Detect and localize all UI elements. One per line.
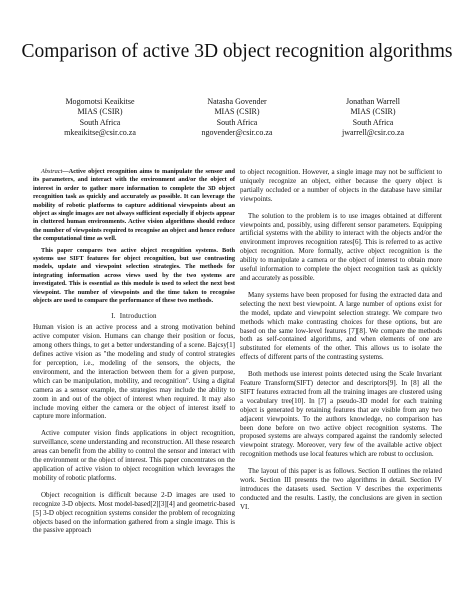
author-org: MIAS (CSIR)	[350, 107, 396, 117]
author-block-3	[313, 97, 433, 139]
abstract-paragraph-1	[33, 168, 235, 244]
body-paragraph: to object recognition. However, a single image may not be sufficient to uniquely recognize an object, either because the query object is partially occluded or a number of objects in the database have similar viewpoints.	[240, 168, 442, 203]
author-country: South Africa	[216, 117, 258, 127]
body-paragraph: Object recognition is difficult because 2-D images are used to recognize 3-D objects. Most model-based[2][3][4] and geometric-based [5] 3-D object recognition systems consider the problem of recognizing objects based on the information gathered from a single image. This is the passive approach	[33, 490, 235, 535]
body-paragraph: Active computer vision finds applications in object recognition, surveillance, scene understanding and reconstruction. All these research areas can benefit from the ability to control the sensor and interact with the environment or the object of interest. This paper concentrates on the application of active vision to object recognition which leverages the mobility of robotic platforms.	[33, 429, 235, 482]
body-paragraph: Human vision is an active process and a strong motivation behind active computer vision. Humans can change their position or focus, among others things, to get a better understanding of a scene. Bajcsy[1] defines active vision as "the modeling and study of control strategies for perception, i.e., modeling of the sensors, the objects, the environment, and the interaction between them for a given purpose, which can be manipulation, mobility, and recognition". Using a digital camera as a sensor example, the strategies may include the ability to zoom in and out of the object of interest when required. It may also include moving either the camera or the object of interest itself to capture more information.	[33, 323, 235, 421]
author-name: Mogomotsi Keaikitse	[65, 97, 135, 106]
section-number: I.	[111, 311, 116, 320]
abstract-paragraph-2: This paper compares two active object recognition systems. Both systems use SIFT features for object recognition, but use contrasting models, update and viewpoint selection strategies. The methods for integrating information across views used by the two systems are investigated. This is essential as this module is used to select the next best viewpoint. The number of viewpoints and the time taken to recognise objects are used to compare the performance of these two methods.	[33, 246, 235, 305]
author-block-2	[177, 97, 297, 139]
author-email: jwarrell@csir.co.za	[341, 128, 404, 138]
right-column	[240, 168, 442, 520]
author-org: MIAS (CSIR)	[214, 107, 260, 117]
body-paragraph: Both methods use interest points detected using the Scale Invariant Feature Transform(SIFT) detector and descriptors[9]. In [8] all the SIFT features extracted from all the training images are clustered using a vocabulary tree[10]. In [7] a pseudo-3D model for each training object is generated by retaining features that are visible from any two adjacent viewpoints. To the authors knowledge, no comparison has been done before on two active object recognition systems. The proposed systems are always compared against the randomly selected viewpoint strategy. Moreover, very few of the available active object recognition methods use local features which are robust to occlusion.	[240, 370, 442, 459]
author-country: South Africa	[79, 117, 121, 127]
author-block-1	[40, 97, 160, 139]
section-title: Introduction	[119, 311, 157, 320]
abstract-text-1: —Active object recognition aims to manipulate the sensor and its parameters, and interact with the environment and/or the object of interest in order to gather more information to complete the 3D object recognition task as quickly and accurately as possible. It can leverage the mobility of robotic platforms to capture additional viewpoints about an object as single images are not always sufficient especially if objects appear in cluttered human environments. Active vision algorithms should reduce the number of viewpoints required to recognise an object and hence reduce the computational time as well.	[33, 168, 235, 243]
body-paragraph: The solution to the problem is to use images obtained at different viewpoints and, possibly, using different sensor parameters. Equipping artificial systems with the ability to interact with the objects and/or the environment improves recognition rates[6]. This is referred to as active object recognition. More formally, active object recognition is the ability to manipulate a camera or the object of interest to obtain more useful information to complete the object recognition task as quickly and accurately as possible.	[240, 211, 442, 282]
body-paragraph: The layout of this paper is as follows. Section II outlines the related work. Section III presents the two algorithms in detail. Section IV introduces the datasets used. Section V describes the experiments conducted and the results. Lastly, the conclusions are given in section VI.	[240, 467, 442, 511]
author-name: Jonathan Warrell	[345, 97, 401, 106]
author-email: ngovender@csir.co.za	[201, 128, 273, 138]
author-name: Natasha Govender	[207, 97, 267, 106]
author-country: South Africa	[352, 117, 394, 127]
author-email: mkeaikitse@csir.co.za	[64, 128, 136, 138]
abstract-label: Abstract	[41, 168, 63, 175]
section-heading	[33, 312, 235, 321]
paper-title: Comparison of active 3D object recognition algorithms	[21, 41, 453, 62]
author-org: MIAS (CSIR)	[77, 107, 123, 117]
left-column	[33, 168, 235, 543]
body-paragraph: Many systems have been proposed for fusing the extracted data and selecting the next best viewpoint. A large number of options exist for the model, update and viewpoint selection strategy. We compare two methods which make contrasting choices for these options, but are based on the same low-level features [7][8]. We compare the methods both as self-contained algorithms, and when elements of one are substituted for elements of the other. This allows us to isolate the effects of different parts of the contrasting systems.	[240, 290, 442, 362]
